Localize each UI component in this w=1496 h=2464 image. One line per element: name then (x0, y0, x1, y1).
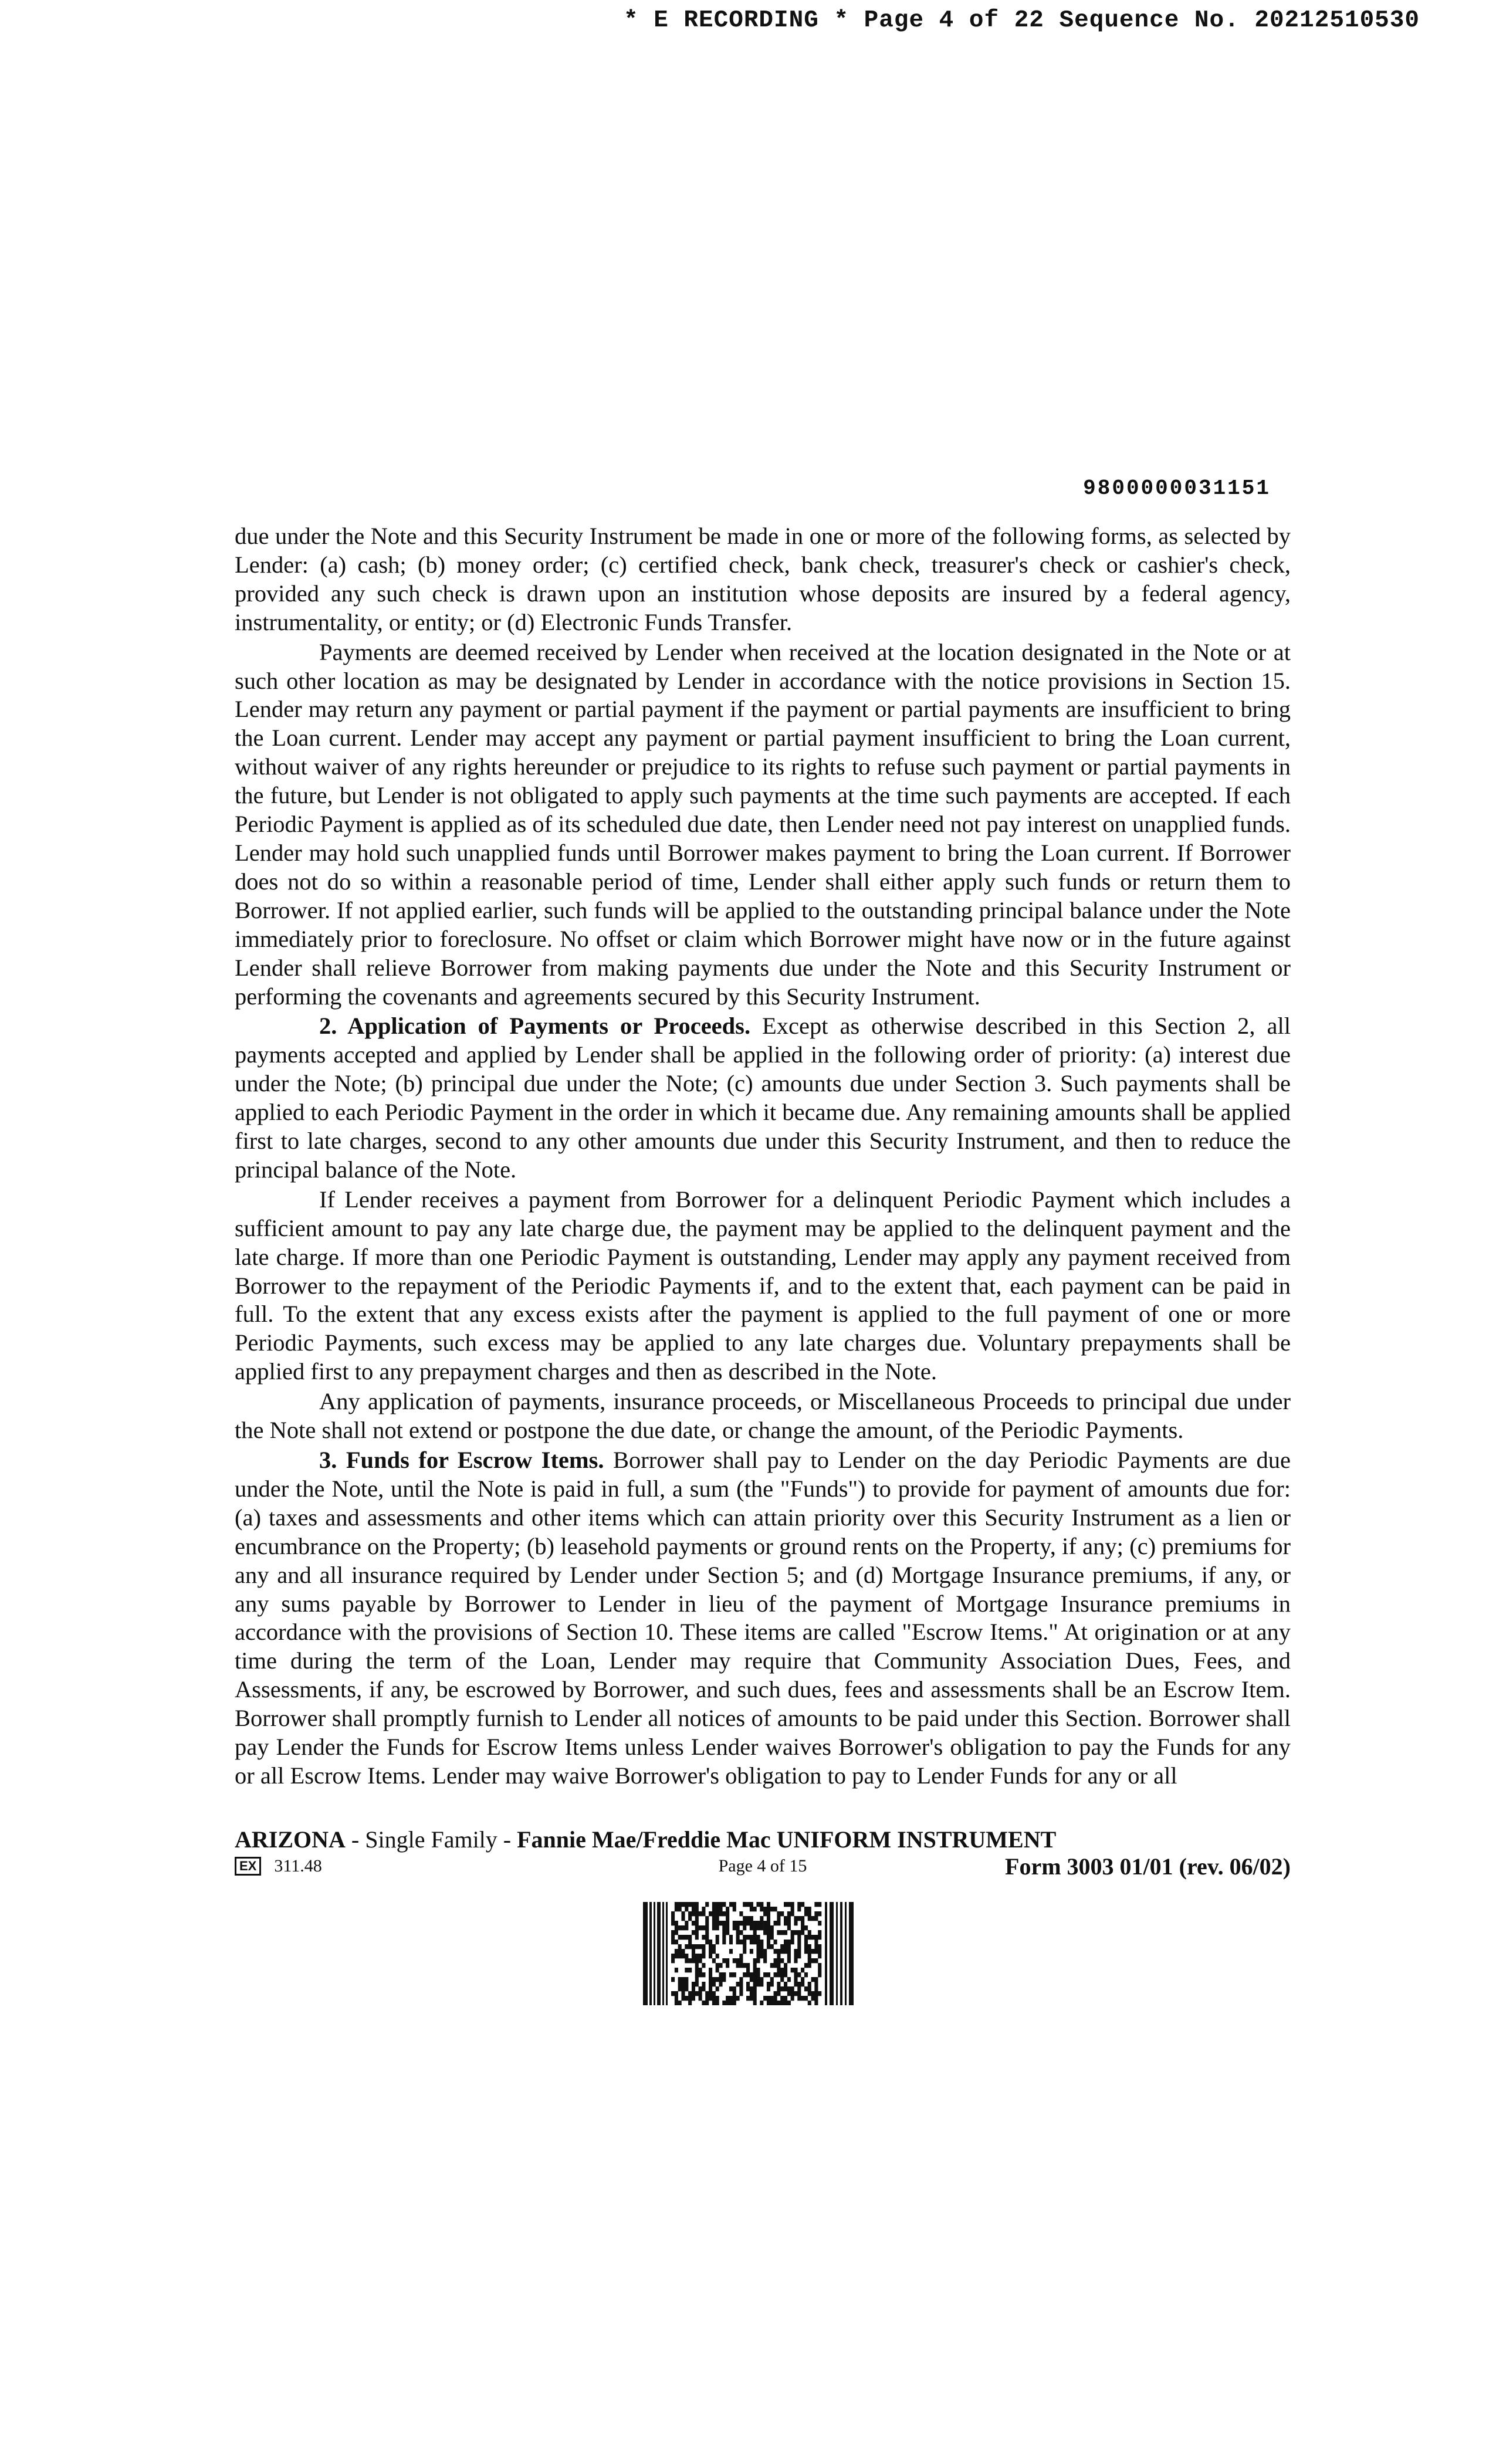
form-footer (235, 1826, 1291, 1884)
paragraph-payment-forms (235, 522, 1291, 637)
footer-title-mid: - Single Family - (345, 1826, 517, 1853)
footer-title (235, 1826, 1291, 1854)
document-body (235, 522, 1291, 1792)
doc-code: 311.48 (274, 1856, 322, 1876)
paragraph-application-proceeds (235, 1387, 1291, 1445)
paragraph-text: Borrower shall pay to Lender on the day Periodic Payments are due under the Note, until the Note is paid in full, a sum (the "Funds") to provide for payment of amounts due for: (a) taxes and assessments and other items which can attain priority over this Security Instrument as a lien or encumbrance on the Property; (b) leasehold payments or ground rents on the Property, if any; (c) premiums for any and all insurance required by Lender under Section 5; and (d) Mortgage Insurance premiums, if any, or any sums payable by Borrower to Lender in lieu of the payment of Mortgage Insurance premiums in accordance with the provisions of Section 10. These items are called "Escrow Items." At origination or at any time during the term of the Loan, Lender may require that Community Association Dues, Fees, and Assessments, if any, be escrowed by Borrower, and such dues, fees and assessments shall be an Escrow Item. Borrower shall promptly furnish to Lender all notices of amounts to be paid under this Section. Borrower shall pay Lender the Funds for Escrow Items unless Lender waives Borrower's obligation to pay the Funds for any or all Escrow Items. Lender may waive Borrower's obligation to pay to Lender Funds for any or all (235, 1447, 1291, 1789)
footer-form-number: Form 3003 01/01 (rev. 06/02) (1005, 1853, 1291, 1880)
paragraph-text: If Lender receives a payment from Borrower for a delinquent Periodic Payment which includes a sufficient amount to pay any late charge due, the payment may be applied to the delinquent payment and the late charge. If more than one Periodic Payment is outstanding, Lender may apply any payment received from Borrower to the repayment of the Periodic Payments if, and to the extent that, each payment can be paid in full. To the extent that any excess exists after the payment is applied to the full payment of one or more Periodic Payments, such excess may be applied to any late charges due. Voluntary prepayments shall be applied first to any prepayment charges and then as described in the Note. (235, 1186, 1291, 1385)
section-3-funds-for-escrow (235, 1446, 1291, 1791)
paragraph-text: Except as otherwise described in this Section 2, all payments accepted and applied by Lender shall be applied in the following order of priority: (a) interest due under the Note; (b) principal due under the Note; (c) amounts due under Section 3. Such payments shall be applied to each Periodic Payment in the order in which it became due. Any remaining amounts shall be applied first to late charges, second to any other amounts due under this Security Instrument, and then to reduce the principal balance of the Note. (235, 1013, 1291, 1183)
footer-row (235, 1854, 1291, 1884)
section-heading: 3. Funds for Escrow Items. (319, 1447, 604, 1473)
paragraph-delinquent-payment (235, 1186, 1291, 1386)
recording-header: * E RECORDING * Page 4 of 22 Sequence No. 20212510530 (623, 7, 1420, 34)
footer-state: ARIZONA (235, 1826, 346, 1853)
pdf417-barcode-icon (643, 1902, 855, 2005)
section-2-application-of-payments (235, 1012, 1291, 1184)
paragraph-payments-received (235, 638, 1291, 1011)
loan-number: 9800000031151 (1083, 476, 1271, 500)
doc-system-badge: EX (235, 1857, 261, 1876)
section-heading: 2. Application of Payments or Proceeds. (319, 1013, 751, 1040)
footer-page-number: Page 4 of 15 (718, 1856, 807, 1876)
paragraph-text: Any application of payments, insurance proceeds, or Miscellaneous Proceeds to principal due under the Note shall not extend or postpone the due date, or change the amount, of the Periodic Payments. (235, 1388, 1291, 1444)
paragraph-text: Payments are deemed received by Lender when received at the location designated in the Note or at such other location as may be designated by Lender in accordance with the notice provisions in Section 15. Lender may return any payment or partial payment if the payment or partial payments are insufficient to bring the Loan current. Lender may accept any payment or partial payment insufficient to bring the Loan current, without waiver of any rights hereunder or prejudice to its rights to refuse such payment or partial payments in the future, but Lender is not obligated to apply such payments at the time such payments are accepted. If each Periodic Payment is applied as of its scheduled due date, then Lender need not pay interest on unapplied funds. Lender may hold such unapplied funds until Borrower makes payment to bring the Loan current. If Borrower does not do so within a reasonable period of time, Lender shall either apply such funds or return them to Borrower. If not applied earlier, such funds will be applied to the outstanding principal balance under the Note immediately prior to foreclosure. No offset or claim which Borrower might have now or in the future against Lender shall relieve Borrower from making payments due under the Note and this Security Instrument or performing the covenants and agreements secured by this Security Instrument. (235, 638, 1291, 1010)
footer-instrument: Fannie Mae/Freddie Mac UNIFORM INSTRUMENT (517, 1826, 1057, 1853)
paragraph-text: due under the Note and this Security Instrument be made in one or more of the following forms, as selected by Lender: (a) cash; (b) money order; (c) certified check, bank check, treasurer's check or cashier's check, provided any such check is drawn upon an institution whose deposits are insured by a federal agency, instrumentality, or entity; or (d) Electronic Funds Transfer. (235, 523, 1291, 635)
